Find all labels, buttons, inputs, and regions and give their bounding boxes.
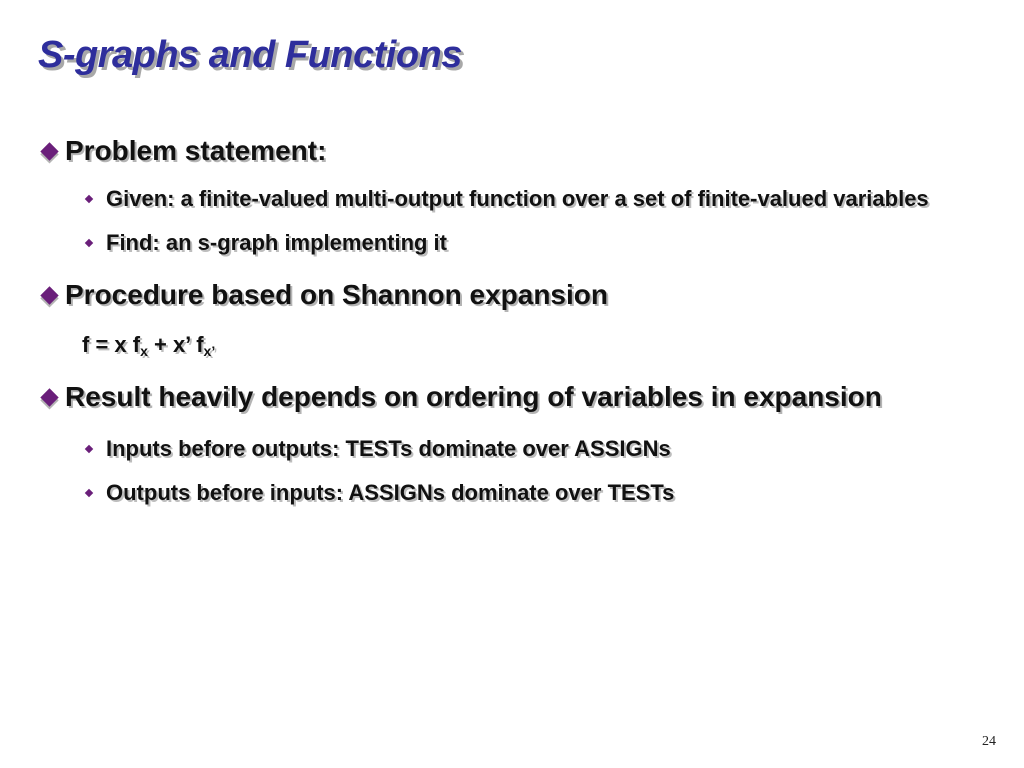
bullet-text: Procedure based on Shannon expansion (65, 279, 608, 310)
bullet-text: Problem statement: (65, 135, 327, 166)
bullet-procedure (38, 276, 988, 314)
bullet-text: Result heavily depends on ordering of variables in expansion (65, 381, 882, 412)
sub-bullet-text: Given: a finite-valued multi-output function over a set of finite-valued variables (106, 186, 929, 211)
sub-bullet-text: Outputs before inputs: ASSIGNs dominate over TESTs (106, 480, 675, 505)
diamond-bullet-icon (40, 142, 58, 160)
formula-subscript-x-prime: x’ (203, 343, 216, 359)
diamond-bullet-icon (40, 388, 58, 406)
sub-bullet-text: Inputs before outputs: TESTs dominate over ASSIGNs (106, 436, 671, 461)
formula-lhs: f = x f (82, 332, 141, 357)
formula-mid: + x’ f (147, 332, 204, 357)
small-diamond-bullet-icon (85, 195, 93, 203)
formula-subscript-x: x (140, 343, 148, 359)
sub-bullet-outputs-first (82, 478, 988, 508)
small-diamond-bullet-icon (85, 239, 93, 247)
shannon-formula (82, 330, 988, 360)
diamond-bullet-icon (40, 286, 58, 304)
small-diamond-bullet-icon (85, 489, 93, 497)
sub-bullet-given (82, 184, 988, 214)
small-diamond-bullet-icon (85, 445, 93, 453)
bullet-problem-statement (38, 132, 988, 170)
bullet-result (38, 378, 988, 416)
slide-title: S-graphs and Functions (38, 34, 462, 76)
sub-bullet-find (82, 228, 988, 258)
sub-bullet-inputs-first (82, 434, 988, 464)
bullet-list (38, 132, 988, 508)
sub-bullet-text: Find: an s-graph implementing it (106, 230, 447, 255)
page-number: 24 (982, 734, 996, 749)
